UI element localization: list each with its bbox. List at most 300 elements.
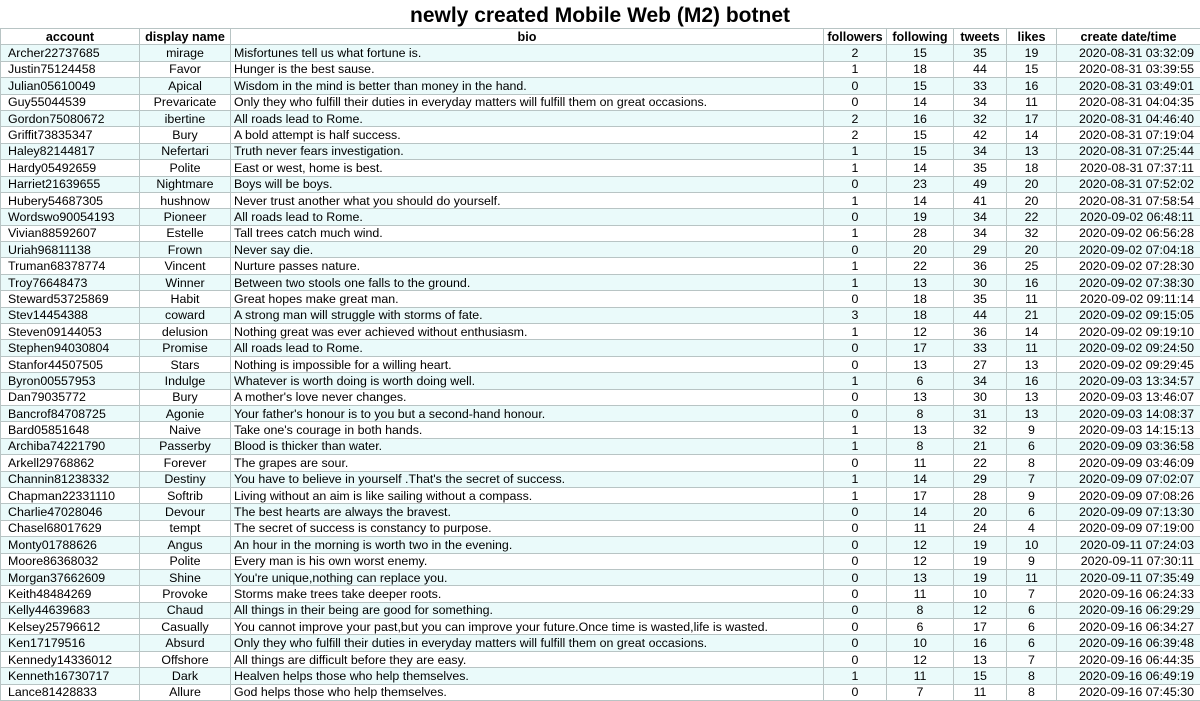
account-cell: Wordswo90054193 (1, 209, 140, 225)
bio-cell: An hour in the morning is worth two in the evening. (231, 537, 824, 553)
table-row (1, 61, 1200, 77)
bio-cell: You're unique,nothing can replace you. (231, 569, 824, 585)
display-name-cell: delusion (140, 324, 231, 340)
tweets-cell: 41 (954, 192, 1007, 208)
display-name-cell: Destiny (140, 471, 231, 487)
bio-cell: All roads lead to Rome. (231, 340, 824, 356)
likes-cell: 9 (1007, 553, 1057, 569)
table-row (1, 356, 1200, 372)
likes-cell: 14 (1007, 127, 1057, 143)
followers-cell: 1 (824, 373, 887, 389)
bio-cell: Great hopes make great man. (231, 291, 824, 307)
account-cell: Gordon75080672 (1, 110, 140, 126)
followers-cell: 0 (824, 78, 887, 94)
followers-cell: 0 (824, 291, 887, 307)
create-date-time-cell: 2020-08-31 03:32:09 (1057, 45, 1200, 61)
bio-cell: Living without an aim is like sailing without a compass. (231, 487, 824, 503)
display-name-cell: Frown (140, 242, 231, 258)
tweets-cell: 13 (954, 651, 1007, 667)
tweets-cell: 16 (954, 635, 1007, 651)
followers-cell: 0 (824, 619, 887, 635)
column-header-create-date-time: create date/time (1057, 29, 1200, 45)
table-row (1, 209, 1200, 225)
display-name-cell: Allure (140, 684, 231, 700)
display-name-cell: Promise (140, 340, 231, 356)
likes-cell: 16 (1007, 78, 1057, 94)
bio-cell: Never trust another what you should do yourself. (231, 192, 824, 208)
display-name-cell: Winner (140, 274, 231, 290)
column-header-likes: likes (1007, 29, 1057, 45)
account-cell: Stanfor44507505 (1, 356, 140, 372)
following-cell: 11 (887, 668, 954, 684)
likes-cell: 20 (1007, 176, 1057, 192)
followers-cell: 0 (824, 504, 887, 520)
followers-cell: 0 (824, 209, 887, 225)
account-cell: Kelly44639683 (1, 602, 140, 618)
tweets-cell: 27 (954, 356, 1007, 372)
following-cell: 23 (887, 176, 954, 192)
display-name-cell: Bury (140, 127, 231, 143)
followers-cell: 2 (824, 45, 887, 61)
account-cell: Charlie47028046 (1, 504, 140, 520)
following-cell: 22 (887, 258, 954, 274)
table-row (1, 258, 1200, 274)
likes-cell: 10 (1007, 537, 1057, 553)
likes-cell: 7 (1007, 586, 1057, 602)
column-header-following: following (887, 29, 954, 45)
table-row (1, 143, 1200, 159)
account-cell: Dan79035772 (1, 389, 140, 405)
column-header-display-name: display name (140, 29, 231, 45)
display-name-cell: mirage (140, 45, 231, 61)
create-date-time-cell: 2020-09-09 03:46:09 (1057, 455, 1200, 471)
create-date-time-cell: 2020-09-02 07:28:30 (1057, 258, 1200, 274)
followers-cell: 1 (824, 225, 887, 241)
table-row (1, 684, 1200, 700)
tweets-cell: 35 (954, 291, 1007, 307)
create-date-time-cell: 2020-09-09 07:08:26 (1057, 487, 1200, 503)
account-cell: Kenneth16730717 (1, 668, 140, 684)
bio-cell: Only they who fulfill their duties in everyday matters will fulfill them on great occasions. (231, 635, 824, 651)
likes-cell: 6 (1007, 619, 1057, 635)
create-date-time-cell: 2020-09-02 06:48:11 (1057, 209, 1200, 225)
display-name-cell: Passerby (140, 438, 231, 454)
display-name-cell: Provoke (140, 586, 231, 602)
account-cell: Monty01788626 (1, 537, 140, 553)
display-name-cell: Habit (140, 291, 231, 307)
likes-cell: 20 (1007, 192, 1057, 208)
table-row (1, 373, 1200, 389)
account-cell: Channin81238332 (1, 471, 140, 487)
tweets-cell: 21 (954, 438, 1007, 454)
account-cell: Ken17179516 (1, 635, 140, 651)
tweets-cell: 11 (954, 684, 1007, 700)
table-row (1, 405, 1200, 421)
likes-cell: 16 (1007, 274, 1057, 290)
table-row (1, 45, 1200, 61)
following-cell: 6 (887, 619, 954, 635)
header-row (1, 29, 1200, 45)
account-cell: Justin75124458 (1, 61, 140, 77)
create-date-time-cell: 2020-09-16 06:44:35 (1057, 651, 1200, 667)
likes-cell: 20 (1007, 242, 1057, 258)
create-date-time-cell: 2020-09-02 09:15:05 (1057, 307, 1200, 323)
display-name-cell: Vincent (140, 258, 231, 274)
account-cell: Chapman22331110 (1, 487, 140, 503)
table-row (1, 274, 1200, 290)
tweets-cell: 15 (954, 668, 1007, 684)
followers-cell: 1 (824, 61, 887, 77)
bio-cell: The best hearts are always the bravest. (231, 504, 824, 520)
display-name-cell: Shine (140, 569, 231, 585)
bio-cell: Nothing is impossible for a willing heart. (231, 356, 824, 372)
create-date-time-cell: 2020-09-02 09:11:14 (1057, 291, 1200, 307)
table-row (1, 569, 1200, 585)
table-row (1, 78, 1200, 94)
followers-cell: 0 (824, 553, 887, 569)
bio-cell: You cannot improve your past,but you can improve your future.Once time is wasted,life is wasted. (231, 619, 824, 635)
display-name-cell: Polite (140, 553, 231, 569)
table-row (1, 455, 1200, 471)
bio-cell: Truth never fears investigation. (231, 143, 824, 159)
bio-cell: Your father's honour is to you but a second-hand honour. (231, 405, 824, 421)
table-row (1, 537, 1200, 553)
following-cell: 11 (887, 520, 954, 536)
bio-cell: Hunger is the best sause. (231, 61, 824, 77)
likes-cell: 6 (1007, 635, 1057, 651)
tweets-cell: 32 (954, 422, 1007, 438)
table-row (1, 291, 1200, 307)
table-row (1, 389, 1200, 405)
create-date-time-cell: 2020-09-02 09:29:45 (1057, 356, 1200, 372)
following-cell: 10 (887, 635, 954, 651)
following-cell: 28 (887, 225, 954, 241)
create-date-time-cell: 2020-09-09 03:36:58 (1057, 438, 1200, 454)
table-row (1, 504, 1200, 520)
create-date-time-cell: 2020-09-16 06:24:33 (1057, 586, 1200, 602)
likes-cell: 11 (1007, 291, 1057, 307)
display-name-cell: hushnow (140, 192, 231, 208)
followers-cell: 0 (824, 651, 887, 667)
display-name-cell: Pioneer (140, 209, 231, 225)
bio-cell: Only they who fulfill their duties in everyday matters will fulfill them on great occasions. (231, 94, 824, 110)
tweets-cell: 49 (954, 176, 1007, 192)
display-name-cell: Stars (140, 356, 231, 372)
followers-cell: 1 (824, 274, 887, 290)
create-date-time-cell: 2020-08-31 07:52:02 (1057, 176, 1200, 192)
bio-cell: You have to believe in yourself .That's the secret of success. (231, 471, 824, 487)
following-cell: 12 (887, 553, 954, 569)
account-cell: Lance81428833 (1, 684, 140, 700)
tweets-cell: 22 (954, 455, 1007, 471)
table-row (1, 422, 1200, 438)
followers-cell: 0 (824, 405, 887, 421)
bio-cell: Healven helps those who help themselves. (231, 668, 824, 684)
bio-cell: Blood is thicker than water. (231, 438, 824, 454)
bio-cell: Misfortunes tell us what fortune is. (231, 45, 824, 61)
likes-cell: 7 (1007, 651, 1057, 667)
likes-cell: 14 (1007, 324, 1057, 340)
following-cell: 13 (887, 569, 954, 585)
display-name-cell: Absurd (140, 635, 231, 651)
following-cell: 18 (887, 291, 954, 307)
create-date-time-cell: 2020-09-03 13:46:07 (1057, 389, 1200, 405)
table-row (1, 225, 1200, 241)
table-row (1, 553, 1200, 569)
bio-cell: The grapes are sour. (231, 455, 824, 471)
bio-cell: All roads lead to Rome. (231, 110, 824, 126)
following-cell: 15 (887, 78, 954, 94)
display-name-cell: Indulge (140, 373, 231, 389)
likes-cell: 8 (1007, 455, 1057, 471)
bio-cell: A mother's love never changes. (231, 389, 824, 405)
tweets-cell: 34 (954, 225, 1007, 241)
following-cell: 15 (887, 143, 954, 159)
tweets-cell: 35 (954, 45, 1007, 61)
display-name-cell: Bury (140, 389, 231, 405)
following-cell: 13 (887, 389, 954, 405)
bio-cell: Nothing great was ever achieved without enthusiasm. (231, 324, 824, 340)
page-title: newly created Mobile Web (M2) botnet (0, 0, 1200, 28)
account-cell: Vivian88592607 (1, 225, 140, 241)
account-cell: Hardy05492659 (1, 160, 140, 176)
followers-cell: 0 (824, 94, 887, 110)
create-date-time-cell: 2020-09-02 07:04:18 (1057, 242, 1200, 258)
account-cell: Moore86368032 (1, 553, 140, 569)
tweets-cell: 34 (954, 373, 1007, 389)
create-date-time-cell: 2020-09-11 07:24:03 (1057, 537, 1200, 553)
column-header-account: account (1, 29, 140, 45)
bio-cell: A bold attempt is half success. (231, 127, 824, 143)
table-row (1, 307, 1200, 323)
likes-cell: 6 (1007, 602, 1057, 618)
likes-cell: 9 (1007, 422, 1057, 438)
display-name-cell: Nightmare (140, 176, 231, 192)
create-date-time-cell: 2020-09-02 09:24:50 (1057, 340, 1200, 356)
likes-cell: 25 (1007, 258, 1057, 274)
create-date-time-cell: 2020-09-16 06:29:29 (1057, 602, 1200, 618)
tweets-cell: 36 (954, 324, 1007, 340)
following-cell: 13 (887, 422, 954, 438)
following-cell: 11 (887, 455, 954, 471)
table-row (1, 160, 1200, 176)
table-row (1, 94, 1200, 110)
account-cell: Truman68378774 (1, 258, 140, 274)
account-cell: Keith48484269 (1, 586, 140, 602)
table-row (1, 127, 1200, 143)
tweets-cell: 17 (954, 619, 1007, 635)
display-name-cell: Nefertari (140, 143, 231, 159)
tweets-cell: 33 (954, 78, 1007, 94)
account-cell: Kennedy14336012 (1, 651, 140, 667)
tweets-cell: 28 (954, 487, 1007, 503)
account-cell: Stephen94030804 (1, 340, 140, 356)
create-date-time-cell: 2020-08-31 07:19:04 (1057, 127, 1200, 143)
table-row (1, 651, 1200, 667)
followers-cell: 0 (824, 537, 887, 553)
followers-cell: 3 (824, 307, 887, 323)
followers-cell: 0 (824, 340, 887, 356)
likes-cell: 21 (1007, 307, 1057, 323)
account-cell: Bancrof84708725 (1, 405, 140, 421)
following-cell: 8 (887, 602, 954, 618)
likes-cell: 13 (1007, 389, 1057, 405)
likes-cell: 19 (1007, 45, 1057, 61)
followers-cell: 0 (824, 455, 887, 471)
column-header-bio: bio (231, 29, 824, 45)
account-cell: Kelsey25796612 (1, 619, 140, 635)
tweets-cell: 44 (954, 307, 1007, 323)
display-name-cell: Devour (140, 504, 231, 520)
following-cell: 13 (887, 356, 954, 372)
tweets-cell: 42 (954, 127, 1007, 143)
account-cell: Steward53725869 (1, 291, 140, 307)
account-cell: Archiba74221790 (1, 438, 140, 454)
following-cell: 15 (887, 45, 954, 61)
create-date-time-cell: 2020-09-16 07:45:30 (1057, 684, 1200, 700)
tweets-cell: 44 (954, 61, 1007, 77)
table-row (1, 192, 1200, 208)
followers-cell: 2 (824, 110, 887, 126)
create-date-time-cell: 2020-09-09 07:13:30 (1057, 504, 1200, 520)
table-row (1, 438, 1200, 454)
display-name-cell: Prevaricate (140, 94, 231, 110)
botnet-table (0, 28, 1200, 701)
table-row (1, 635, 1200, 651)
tweets-cell: 34 (954, 143, 1007, 159)
following-cell: 14 (887, 94, 954, 110)
display-name-cell: Apical (140, 78, 231, 94)
table-row (1, 176, 1200, 192)
bio-cell: Every man is his own worst enemy. (231, 553, 824, 569)
display-name-cell: Agonie (140, 405, 231, 421)
create-date-time-cell: 2020-09-09 07:19:00 (1057, 520, 1200, 536)
account-cell: Byron00557953 (1, 373, 140, 389)
display-name-cell: coward (140, 307, 231, 323)
account-cell: Morgan37662609 (1, 569, 140, 585)
table-row (1, 471, 1200, 487)
display-name-cell: tempt (140, 520, 231, 536)
tweets-cell: 34 (954, 209, 1007, 225)
create-date-time-cell: 2020-09-02 09:19:10 (1057, 324, 1200, 340)
bio-cell: Between two stools one falls to the ground. (231, 274, 824, 290)
followers-cell: 0 (824, 356, 887, 372)
column-header-tweets: tweets (954, 29, 1007, 45)
likes-cell: 18 (1007, 160, 1057, 176)
tweets-cell: 30 (954, 274, 1007, 290)
following-cell: 14 (887, 504, 954, 520)
likes-cell: 11 (1007, 94, 1057, 110)
table-row (1, 619, 1200, 635)
create-date-time-cell: 2020-09-02 06:56:28 (1057, 225, 1200, 241)
likes-cell: 9 (1007, 487, 1057, 503)
likes-cell: 4 (1007, 520, 1057, 536)
tweets-cell: 29 (954, 242, 1007, 258)
followers-cell: 0 (824, 242, 887, 258)
account-cell: Steven09144053 (1, 324, 140, 340)
bio-cell: Tall trees catch much wind. (231, 225, 824, 241)
likes-cell: 8 (1007, 684, 1057, 700)
create-date-time-cell: 2020-09-11 07:30:11 (1057, 553, 1200, 569)
followers-cell: 1 (824, 438, 887, 454)
tweets-cell: 32 (954, 110, 1007, 126)
account-cell: Archer22737685 (1, 45, 140, 61)
create-date-time-cell: 2020-09-03 14:15:13 (1057, 422, 1200, 438)
following-cell: 8 (887, 438, 954, 454)
tweets-cell: 36 (954, 258, 1007, 274)
account-cell: Uriah96811138 (1, 242, 140, 258)
following-cell: 8 (887, 405, 954, 421)
display-name-cell: Favor (140, 61, 231, 77)
account-cell: Chasel68017629 (1, 520, 140, 536)
account-cell: Guy55044539 (1, 94, 140, 110)
bio-cell: Storms make trees take deeper roots. (231, 586, 824, 602)
bio-cell: A strong man will struggle with storms of fate. (231, 307, 824, 323)
followers-cell: 1 (824, 668, 887, 684)
followers-cell: 2 (824, 127, 887, 143)
bio-cell: The secret of success is constancy to purpose. (231, 520, 824, 536)
followers-cell: 1 (824, 324, 887, 340)
create-date-time-cell: 2020-09-11 07:35:49 (1057, 569, 1200, 585)
account-cell: Arkell29768862 (1, 455, 140, 471)
display-name-cell: Chaud (140, 602, 231, 618)
following-cell: 13 (887, 274, 954, 290)
create-date-time-cell: 2020-08-31 04:46:40 (1057, 110, 1200, 126)
likes-cell: 32 (1007, 225, 1057, 241)
likes-cell: 13 (1007, 143, 1057, 159)
tweets-cell: 12 (954, 602, 1007, 618)
followers-cell: 0 (824, 389, 887, 405)
likes-cell: 6 (1007, 438, 1057, 454)
create-date-time-cell: 2020-09-02 07:38:30 (1057, 274, 1200, 290)
display-name-cell: ibertine (140, 110, 231, 126)
create-date-time-cell: 2020-09-16 06:34:27 (1057, 619, 1200, 635)
create-date-time-cell: 2020-08-31 03:49:01 (1057, 78, 1200, 94)
followers-cell: 1 (824, 471, 887, 487)
account-cell: Bard05851648 (1, 422, 140, 438)
following-cell: 11 (887, 586, 954, 602)
account-cell: Harriet21639655 (1, 176, 140, 192)
display-name-cell: Polite (140, 160, 231, 176)
tweets-cell: 31 (954, 405, 1007, 421)
table-row (1, 340, 1200, 356)
following-cell: 12 (887, 651, 954, 667)
likes-cell: 11 (1007, 569, 1057, 585)
following-cell: 7 (887, 684, 954, 700)
table-row (1, 520, 1200, 536)
table-row (1, 668, 1200, 684)
likes-cell: 6 (1007, 504, 1057, 520)
following-cell: 14 (887, 471, 954, 487)
likes-cell: 11 (1007, 340, 1057, 356)
tweets-cell: 29 (954, 471, 1007, 487)
table-row (1, 242, 1200, 258)
followers-cell: 0 (824, 520, 887, 536)
display-name-cell: Casually (140, 619, 231, 635)
following-cell: 12 (887, 537, 954, 553)
tweets-cell: 19 (954, 553, 1007, 569)
bio-cell: All things are difficult before they are easy. (231, 651, 824, 667)
table-row (1, 586, 1200, 602)
likes-cell: 8 (1007, 668, 1057, 684)
following-cell: 18 (887, 307, 954, 323)
followers-cell: 1 (824, 160, 887, 176)
bio-cell: Whatever is worth doing is worth doing well. (231, 373, 824, 389)
tweets-cell: 35 (954, 160, 1007, 176)
followers-cell: 1 (824, 143, 887, 159)
display-name-cell: Estelle (140, 225, 231, 241)
create-date-time-cell: 2020-08-31 03:39:55 (1057, 61, 1200, 77)
